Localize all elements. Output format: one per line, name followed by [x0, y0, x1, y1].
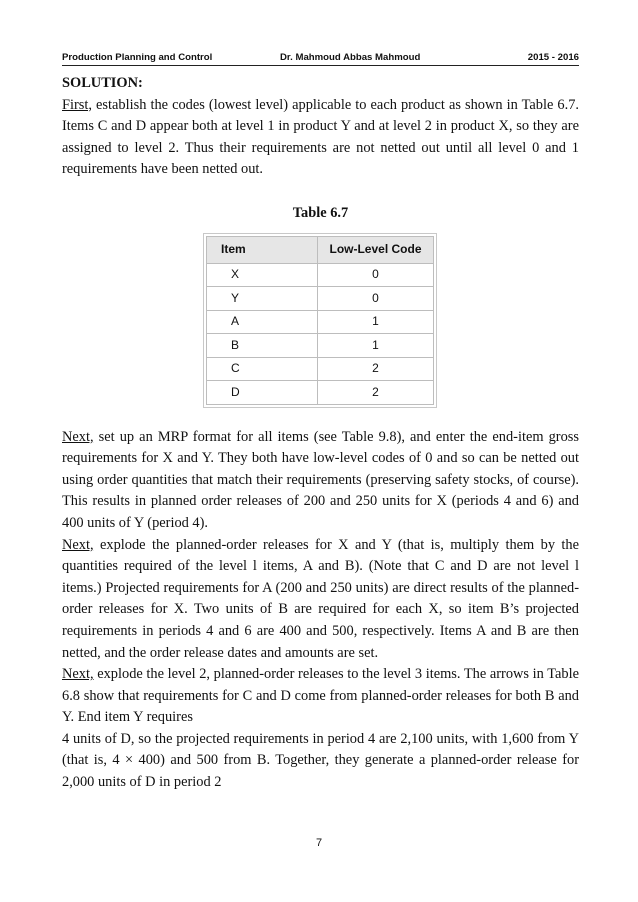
header-author: Dr. Mahmoud Abbas Mahmoud — [280, 52, 421, 63]
table-cell-item: X — [207, 263, 318, 287]
table-cell-code: 0 — [318, 287, 434, 311]
table-row — [207, 334, 434, 358]
paragraph-next-2-text: explode the planned-order releases for X and Y (that is, multiply them by the quantities required of the level l items, A and B). (Note that C and D are not level l items.) Projected requirements for A (200 and 250 units) are direct results of the planned-order releases for X. Two units of B are required for each X, so item B’s projected requirements in periods 4 and 6 are 400 and 500, respectively. Items A and B are then netted, and the order release dates and amounts are set. — [62, 536, 579, 661]
table-header-item: Item — [207, 236, 318, 263]
table-row — [207, 263, 434, 287]
table-cell-item: C — [207, 357, 318, 381]
table-header-row — [207, 236, 434, 263]
page-number: 7 — [315, 837, 323, 849]
table-cell-code: 0 — [318, 263, 434, 287]
table-row — [207, 310, 434, 334]
table-cell-code: 1 — [318, 310, 434, 334]
solution-heading: SOLUTION: — [62, 75, 143, 91]
paragraph-next-3-text: explode the level 2, planned-order releases to the level 3 items. The arrows in Table 6.8 show that requirements for C and D come from planned-order releases for both B and Y. End item Y requires — [62, 666, 579, 726]
table-cell-code: 2 — [318, 381, 434, 405]
paragraph-next-1 — [62, 427, 579, 535]
paragraph-next-3-lead: Next, — [62, 666, 94, 683]
table-caption: Table 6.7 — [292, 204, 349, 221]
table-cell-code: 1 — [318, 334, 434, 358]
table-cell-item: Y — [207, 287, 318, 311]
header-course-title: Production Planning and Control — [62, 52, 213, 63]
paragraph-next-2 — [62, 535, 579, 665]
paragraph-first-text: establish the codes (lowest level) applicable to each product as shown in Table 6.7. Items C and D appear both at level 1 in product Y and at level 2 in product X, so they are assigned to level 2. Thus their requirements are not netted out until all level 0 and 1 requirements have been netted out. — [62, 96, 579, 178]
paragraph-first — [62, 95, 579, 181]
paragraph-next-3 — [62, 664, 579, 729]
paragraph-next-1-lead: Next, — [62, 428, 94, 445]
table-row — [207, 357, 434, 381]
low-level-code-table — [206, 236, 434, 405]
table-cell-item: B — [207, 334, 318, 358]
table-row — [207, 381, 434, 405]
table-row — [207, 287, 434, 311]
table-cell-item: D — [207, 381, 318, 405]
header-year: 2015 - 2016 — [527, 52, 579, 63]
table-header-low-level-code: Low-Level Code — [318, 236, 434, 263]
table-cell-code: 2 — [318, 357, 434, 381]
table-cell-item: A — [207, 310, 318, 334]
paragraph-next-2-lead: Next, — [62, 536, 94, 553]
paragraph-units-of-d: 4 units of D, so the projected requirements in period 4 are 2,100 units, with 1,600 from Y (that is, 4 × 400) and 500 from B. Together, they generate a planned-order release for 2,000 units of D in period 2 — [62, 730, 579, 791]
low-level-code-table-frame — [203, 233, 437, 408]
page-body — [62, 73, 579, 794]
page-header — [62, 52, 579, 66]
paragraph-next-1-text: set up an MRP format for all items (see Table 9.8), and enter the end-item gross requirements for X and Y. They both have low-level codes of 0 and so can be netted out using order quantities that match their requirements (preserving safety stocks, of course). This results in planned order releases of 200 and 250 units for X (periods 4 and 6) and 400 units of Y (period 4). — [62, 428, 579, 531]
paragraph-first-lead: First, — [62, 96, 92, 113]
